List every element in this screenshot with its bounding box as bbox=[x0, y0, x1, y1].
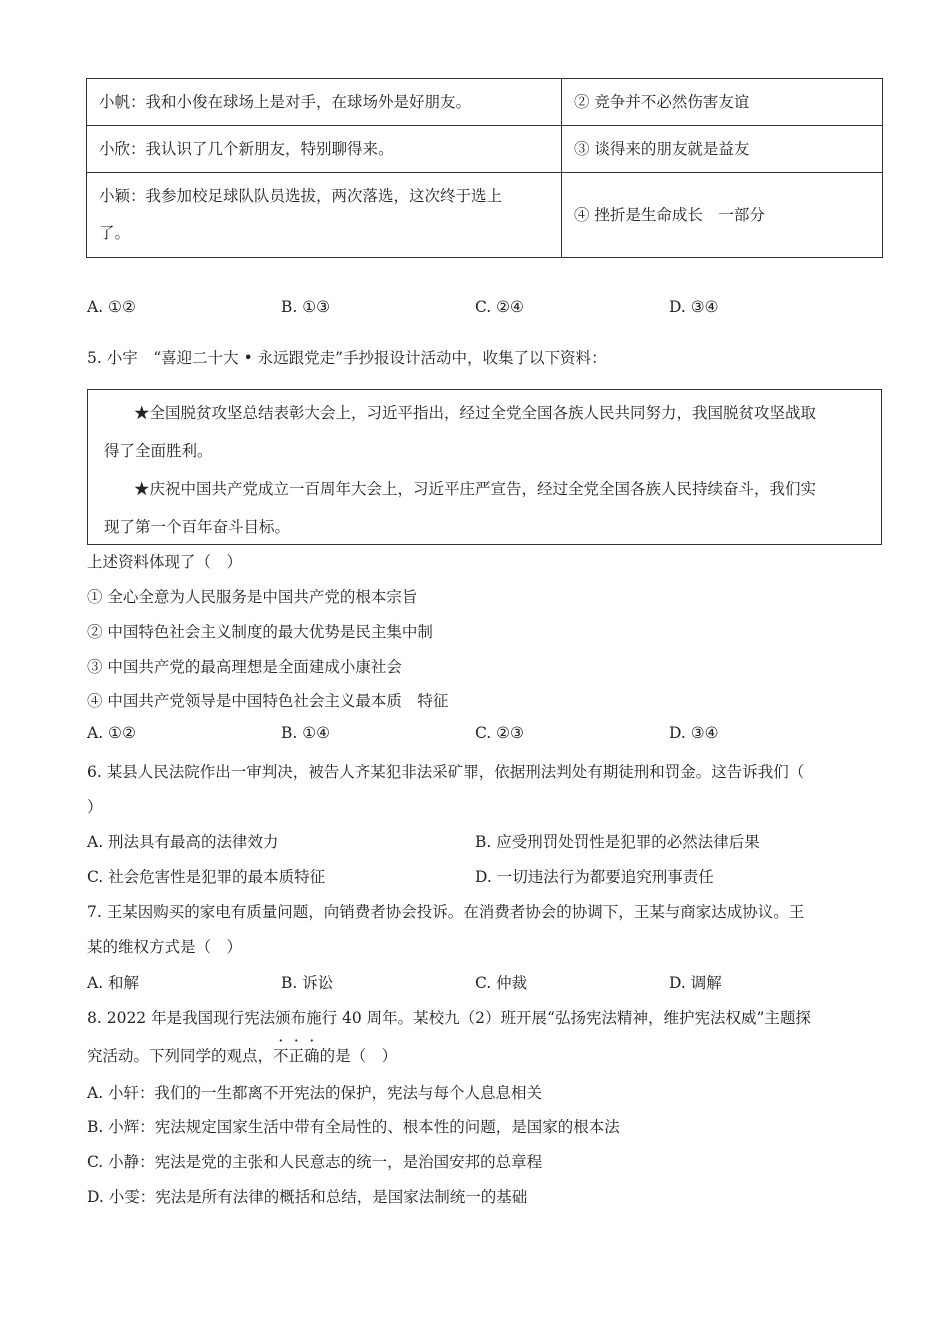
table-cell: 小欣：我认识了几个新朋友，特别聊得来。 bbox=[87, 126, 562, 173]
option-a[interactable]: A. 和解 bbox=[87, 974, 140, 992]
question-7-stem: 7. 王某因购买的家电有质量问题，向销费者协会投诉。在消费者协会的协调下，王某与商家达成协议。王 bbox=[87, 903, 805, 921]
option-b[interactable]: B. 应受刑罚处罚性是犯罪的必然法律后果 bbox=[475, 833, 760, 851]
question-6-options-row1 bbox=[87, 830, 887, 854]
statement-2: ② 中国特色社会主义制度的最大优势是民主集中制 bbox=[87, 623, 433, 641]
option-d[interactable]: D. 小雯：宪法是所有法律的概括和总结，是国家法制统一的基础 bbox=[87, 1188, 528, 1206]
table-row bbox=[87, 126, 883, 173]
question-6-options-row2 bbox=[87, 865, 887, 889]
question-7-options bbox=[87, 971, 887, 995]
table-row bbox=[87, 79, 883, 126]
question-4-options bbox=[87, 298, 887, 322]
option-d[interactable]: D. 调解 bbox=[669, 974, 722, 992]
table-cell-line: 了。 bbox=[99, 224, 131, 242]
material-paragraph-1-cont: 得了全面胜利。 bbox=[104, 442, 213, 460]
table-cell: ④ 挫折是生命成长 一部分 bbox=[562, 173, 883, 258]
emphasis-char: 正 bbox=[288, 1047, 305, 1065]
material-box bbox=[87, 389, 882, 545]
option-d[interactable]: D. 一切违法行为都要追究刑事责任 bbox=[475, 868, 714, 886]
question-8-stem: 8. 2022 年是我国现行宪法颁布施行 40 周年。某校九（2）班开展“弘扬宪法精神，维护宪法权威”主题探 bbox=[87, 1009, 811, 1027]
material-paragraph-1: ★全国脱贫攻坚总结表彰大会上，习近平指出，经过全党全国各族人民共同努力，我国脱贫攻坚战取 bbox=[134, 404, 817, 422]
statement-1: ① 全心全意为人民服务是中国共产党的根本宗旨 bbox=[87, 588, 418, 606]
question-5-stem: 5. 小宇 “喜迎二十大 • 永远跟党走”手抄报设计活动中，收集了以下资料： bbox=[87, 349, 607, 367]
option-d[interactable]: D. ③④ bbox=[669, 724, 719, 742]
emphasis-char: 确 bbox=[304, 1047, 320, 1065]
table-cell: ② 竞争并不必然伤害友谊 bbox=[562, 79, 883, 126]
table-cell: ③ 谈得来的朋友就是益友 bbox=[562, 126, 883, 173]
statement-4: ④ 中国共产党领导是中国特色社会主义最本质 特征 bbox=[87, 692, 449, 710]
table-cell: 小帆：我和小俊在球场上是对手，在球场外是好朋友。 bbox=[87, 79, 562, 126]
question-5-ask: 上述资料体现了（ ） bbox=[87, 553, 243, 571]
material-paragraph-2: ★庆祝中国共产党成立一百周年大会上，习近平庄严宣告，经过全党全国各族人民持续奋斗，我们实 bbox=[134, 480, 817, 498]
table-row bbox=[87, 173, 883, 258]
table-cell-line: 小颖：我参加校足球队队员选拔，两次落选，这次终于选上 bbox=[99, 187, 503, 205]
option-c[interactable]: C. ②④ bbox=[475, 298, 524, 316]
question-4-table bbox=[86, 78, 883, 258]
option-c[interactable]: C. 仲裁 bbox=[475, 974, 528, 992]
option-c[interactable]: C. 小静：宪法是党的主张和人民意志的统一，是治国安邦的总章程 bbox=[87, 1153, 543, 1171]
option-b[interactable]: B. ①④ bbox=[281, 724, 331, 742]
question-6-stem-cont: ） bbox=[87, 798, 103, 816]
option-a[interactable]: A. ①② bbox=[87, 724, 136, 742]
option-a[interactable]: A. 刑法具有最高的法律效力 bbox=[87, 833, 279, 851]
question-5-options bbox=[87, 724, 887, 748]
table-cell bbox=[87, 173, 562, 258]
question-7-stem-cont: 某的维权方式是（ ） bbox=[87, 938, 243, 956]
option-c[interactable]: C. ②③ bbox=[475, 724, 524, 742]
option-d[interactable]: D. ③④ bbox=[669, 298, 719, 316]
statement-3: ③ 中国共产党的最高理想是全面建成小康社会 bbox=[87, 658, 402, 676]
question-6-stem: 6. 某县人民法院作出一审判决，被告人齐某犯非法采矿罪，依据刑法判处有期徒刑和罚金。这告诉我们（ bbox=[87, 763, 805, 781]
material-paragraph-2-cont: 现了第一个百年奋斗目标。 bbox=[104, 518, 291, 536]
option-a[interactable]: A. 小轩：我们的一生都离不开宪法的保护，宪法与每个人息息相关 bbox=[87, 1084, 543, 1102]
option-b[interactable]: B. 小辉：宪法规定国家生活中带有全局性的、根本性的问题，是国家的根本法 bbox=[87, 1118, 620, 1136]
option-c[interactable]: C. 社会危害性是犯罪的最本质特征 bbox=[87, 868, 326, 886]
option-b[interactable]: B. 诉讼 bbox=[281, 974, 334, 992]
option-a[interactable]: A. ①② bbox=[87, 298, 136, 316]
question-8-stem-cont: 究活动。下列同学的观点，不正确的是（ ） bbox=[87, 1047, 398, 1065]
emphasis-char: 不 bbox=[273, 1047, 289, 1065]
option-b[interactable]: B. ①③ bbox=[281, 298, 331, 316]
